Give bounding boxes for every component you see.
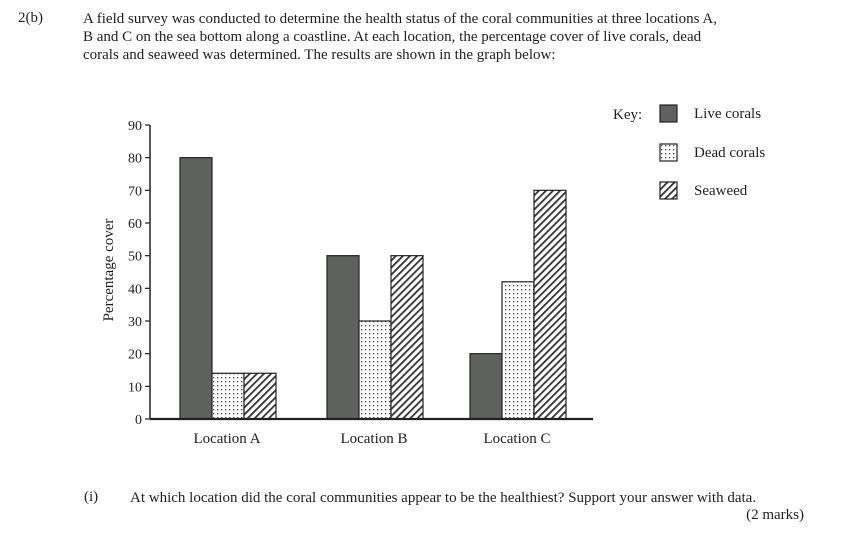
question-number: 2(b) [18, 10, 43, 26]
x-category-label: Location A [193, 431, 261, 447]
y-tick-label: 80 [128, 151, 142, 167]
y-tick-label: 60 [128, 217, 142, 232]
legend-swatch-dots [660, 144, 677, 161]
y-tick-label: 90 [128, 119, 142, 134]
bar-solid-2 [327, 256, 359, 419]
bar-dots-1 [212, 373, 244, 419]
y-axis-label: Percentage cover [101, 218, 117, 322]
bar-hatch-2 [391, 256, 423, 419]
subquestion-number: (i) [84, 489, 99, 505]
bar-solid-3 [470, 354, 502, 419]
y-tick-label: 0 [135, 413, 142, 428]
x-axis [150, 419, 593, 447]
bar-hatch-1 [244, 373, 276, 419]
intro-line-1: A field survey was conducted to determine the health status of the coral communities at three locations A, [83, 11, 717, 27]
legend-key-title: Key: [613, 107, 643, 123]
legend-swatch-solid [660, 105, 677, 122]
y-tick-label: 70 [128, 184, 142, 200]
intro-line-3: corals and seaweed was determined. The results are shown in the graph below: [83, 47, 556, 63]
subquestion-text: At which location did the coral communities appear to be the healthiest? Support your answer with data. [130, 490, 757, 506]
legend-label: Live corals [694, 106, 762, 122]
legend-label: Dead corals [694, 145, 766, 161]
y-axis [128, 119, 150, 428]
y-tick-label: 10 [128, 380, 142, 396]
y-tick-label: 50 [128, 249, 142, 265]
legend-label: Seaweed [694, 183, 748, 199]
bar-solid-1 [180, 158, 212, 419]
legend-swatch-hatch [660, 182, 677, 199]
x-category-label: Location B [340, 431, 408, 447]
bar-dots-3 [502, 282, 534, 419]
marks-label: (2 marks) [746, 507, 804, 523]
bars [180, 158, 566, 419]
y-tick-label: 40 [128, 282, 142, 298]
y-tick-label: 20 [128, 347, 142, 363]
intro-line-2: B and C on the sea bottom along a coastline. At each location, the percentage cover of live corals, dead [83, 29, 702, 45]
x-category-label: Location C [483, 431, 551, 447]
bar-hatch-3 [534, 190, 566, 419]
legend [660, 105, 765, 199]
y-tick-label: 30 [128, 315, 142, 330]
bar-dots-2 [359, 321, 391, 419]
